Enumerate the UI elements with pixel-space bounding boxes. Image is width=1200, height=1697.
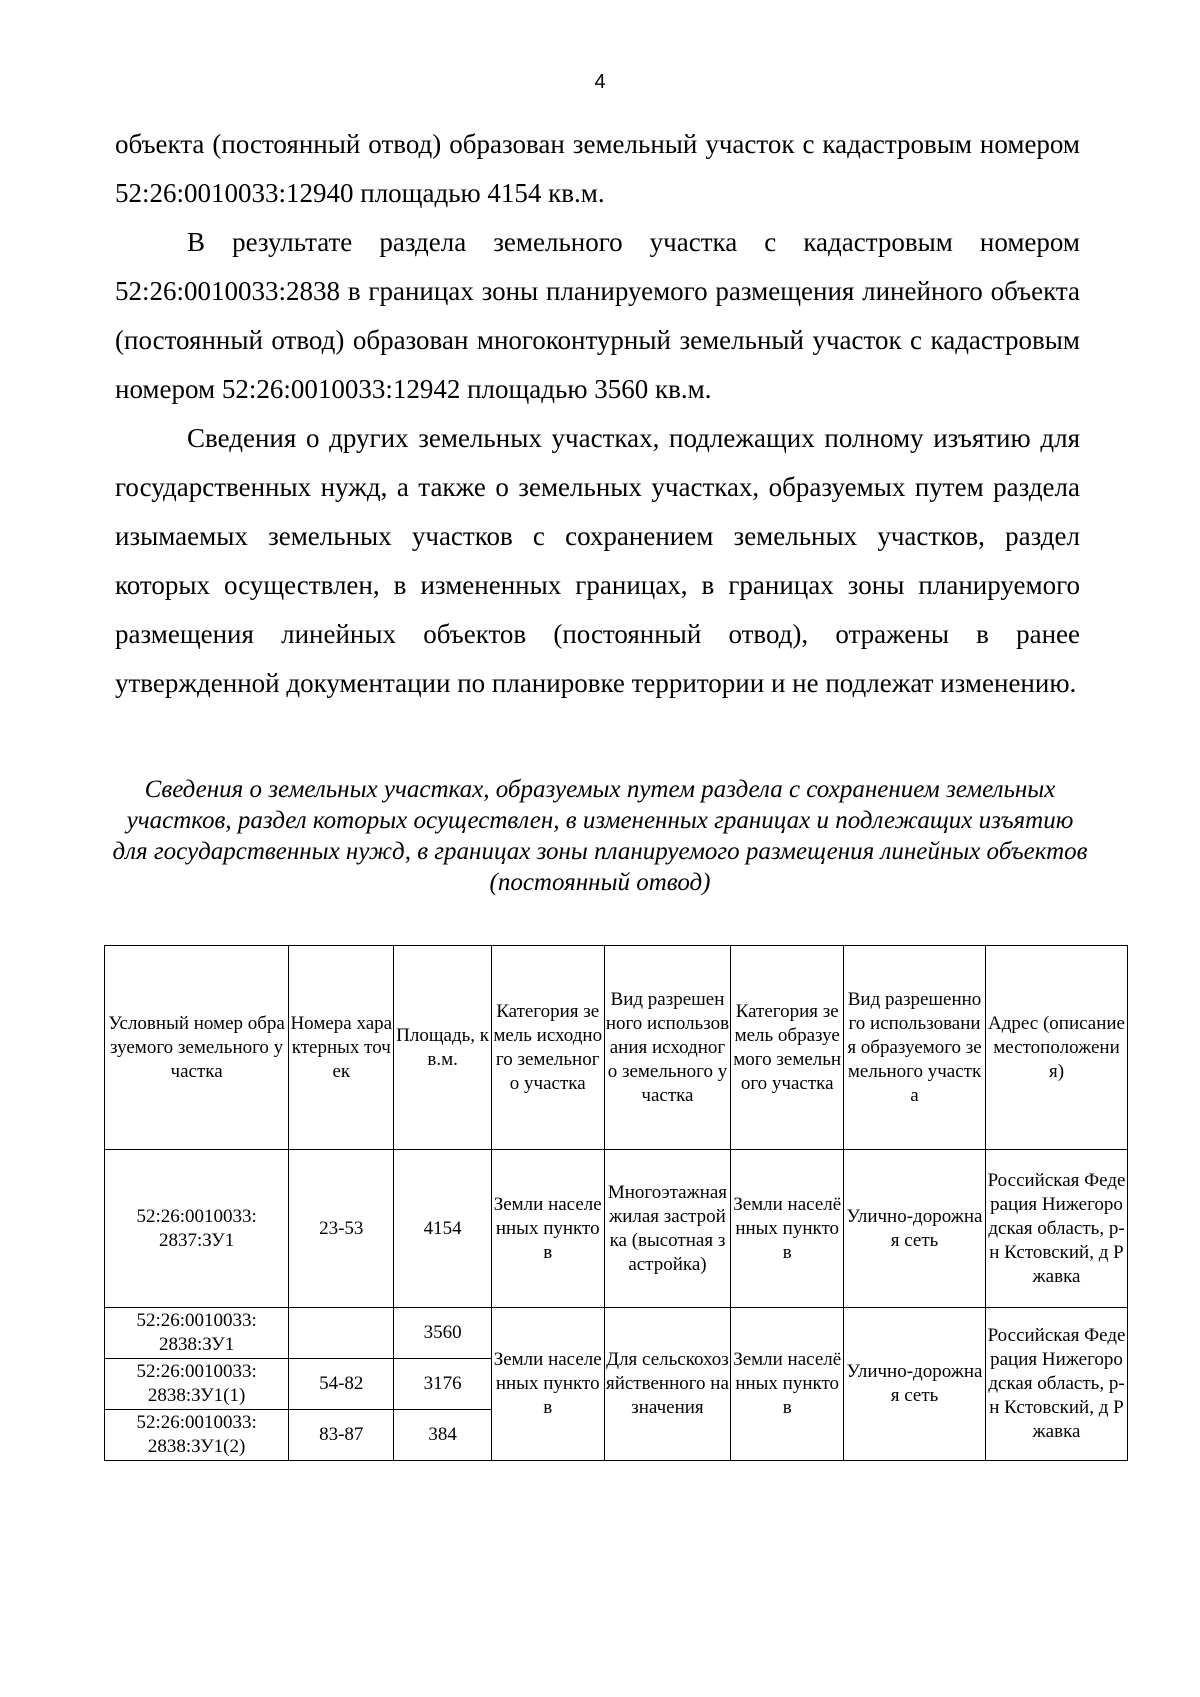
cell-points	[289, 1308, 394, 1359]
cell-use-new: Улично-дорожная сеть	[844, 1308, 986, 1461]
cell-category-source: Земли населенных пунктов	[491, 1150, 604, 1308]
paragraph-2: В результате раздела земельного участка с кадастровым номером 52:26:0010033:2838 в границах зоны планируемого размещения линейного объекта (постоянный отвод) образован многоконтурный земельный участок с кадастровым номером 52:26:0010033:12942 площадью 3560 кв.м.	[115, 227, 1080, 404]
header-category-source: Категория земель исходного земельного участка	[491, 946, 604, 1150]
page-number: 4	[594, 71, 606, 93]
cell-address: Российская Федерация Нижегородская область, р-н Кстовский, д Ржавка	[986, 1308, 1128, 1461]
cell-plot-number: 52:26:0010033: 2838:ЗУ1	[105, 1308, 289, 1359]
cell-area: 3560	[394, 1308, 492, 1359]
table-row	[105, 1308, 1128, 1359]
header-plot-number: Условный номер образуемого земельного участка	[105, 946, 289, 1150]
table-header-row	[105, 946, 1128, 1150]
cell-points: 83-87	[289, 1410, 394, 1461]
cell-address: Российская Федерация Нижегородская область, р-н Кстовский, д Ржавка	[986, 1150, 1128, 1308]
cell-plot-number: 52:26:0010033: 2838:ЗУ1(2)	[105, 1410, 289, 1461]
cell-use-source: Для сельскохозяйственного назначения	[604, 1308, 731, 1461]
cell-area: 3176	[394, 1359, 492, 1410]
paragraph-3: Сведения о других земельных участках, подлежащих полному изъятию для государственных нужд, а также о земельных участках, образуемых путем раздела изымаемых земельных участков с сохранением земельных участков, раздел которых осуществлен, в измененных границах, в границах зоны планируемого размещения линейных объектов (постоянный отвод), отражены в ранее утвержденной документации по планировке территории и не подлежат изменению.	[115, 423, 1080, 698]
paragraph-1: объекта (постоянный отвод) образован земельный участок с кадастровым номером 52:26:0010033:12940 площадью 4154 кв.м.	[115, 129, 1080, 208]
cell-plot-number: 52:26:0010033: 2837:ЗУ1	[105, 1150, 289, 1308]
cell-plot-number: 52:26:0010033: 2838:ЗУ1(1)	[105, 1359, 289, 1410]
header-use-new: Вид разрешенного использования образуемого земельного участка	[844, 946, 986, 1150]
body-text	[115, 120, 1080, 708]
header-category-new: Категория земель образуемого земельного участка	[731, 946, 844, 1150]
cell-area: 4154	[394, 1150, 492, 1308]
header-points: Номера характерных точек	[289, 946, 394, 1150]
header-area: Площадь, кв.м.	[394, 946, 492, 1150]
table-row	[105, 1150, 1128, 1308]
cell-category-new: Земли населённых пунктов	[731, 1308, 844, 1461]
header-address: Адрес (описание местоположения)	[986, 946, 1128, 1150]
land-plots-table	[104, 945, 1128, 1461]
cell-points: 23-53	[289, 1150, 394, 1308]
table-caption: Сведения о земельных участках, образуемых путем раздела с сохранением земельных участков, раздел которых осуществлен, в измененных границах и подлежащих изъятию для государственных нужд, в границах зоны планируемого размещения линейных объектов (постоянный отвод)	[112, 776, 1088, 896]
cell-category-new: Земли населённых пунктов	[731, 1150, 844, 1308]
cell-points: 54-82	[289, 1359, 394, 1410]
cell-category-source: Земли населенных пунктов	[491, 1308, 604, 1461]
cell-use-source: Многоэтажная жилая застройка (высотная застройка)	[604, 1150, 731, 1308]
cell-area: 384	[394, 1410, 492, 1461]
header-use-source: Вид разрешенного использования исходного земельного участка	[604, 946, 731, 1150]
cell-use-new: Улично-дорожная сеть	[844, 1150, 986, 1308]
